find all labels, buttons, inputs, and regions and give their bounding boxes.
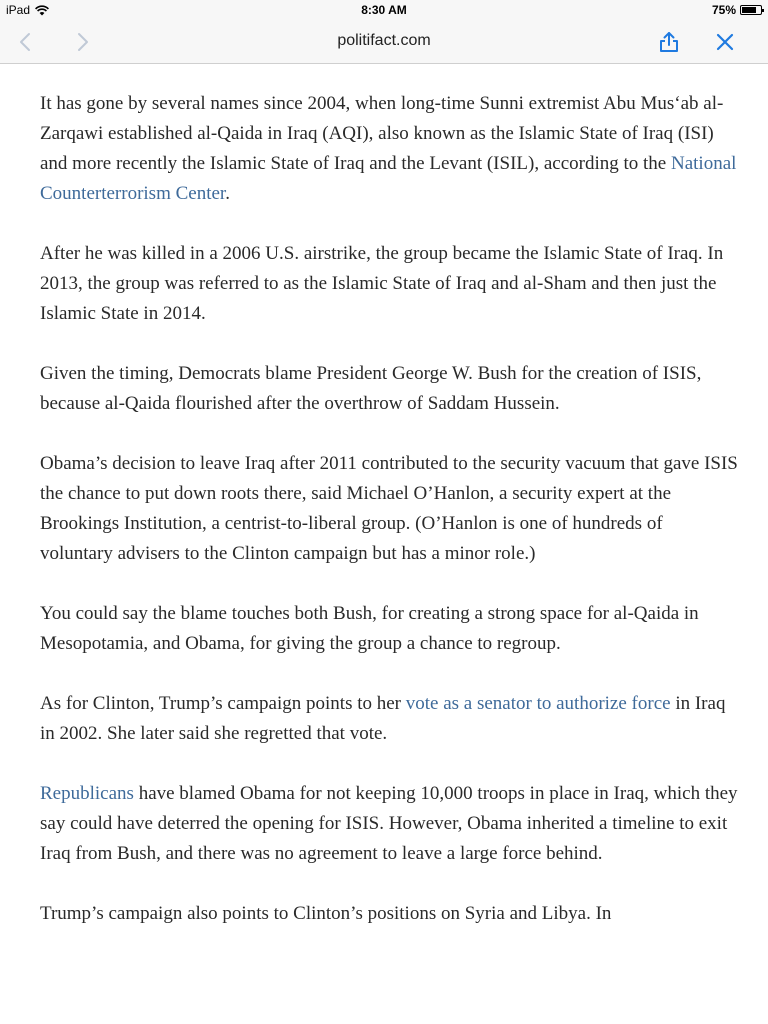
article-paragraph: You could say the blame touches both Bush, for creating a strong space for al-Qaida in Mesopotamia, and Obama, for giving the group a chance to regroup.	[40, 603, 699, 654]
article-paragraph: Trump’s campaign also points to Clinton’s positions on Syria and Libya. In	[40, 903, 612, 924]
close-icon	[715, 32, 735, 52]
article-paragraph: After he was killed in a 2006 U.S. airstrike, the group became the Islamic State of Iraq. In 2013, the group was referred to as the Islamic State of Iraq and al-Sham and then just the Islamic State in 2014.	[40, 243, 724, 324]
url-label[interactable]: politifact.com	[337, 32, 431, 49]
link-national-counterterrorism-center[interactable]: National Counterterrorism Center	[40, 153, 737, 204]
article-paragraph: Republicans have blamed Obama for not keeping 10,000 troops in place in Iraq, which they say could have deterred the opening for ISIS. However, Obama inherited a timeline to exit Iraq from Bush, and there was no agreement to leave a large force behind.	[40, 783, 738, 864]
device-label: iPad	[6, 3, 31, 17]
share-button[interactable]	[656, 29, 682, 55]
article-paragraph: Obama’s decision to leave Iraq after 2011 contributed to the security vacuum that gave ISIS the chance to put down roots there, said Michael O’Hanlon, a security expert at the Brookings Institution, a centrist-to-liberal group. (O’Hanlon is one of hundreds of voluntary advisers to the Clinton campaign but has a minor role.)	[40, 453, 738, 564]
link-vote-authorize-force[interactable]: vote as a senator to authorize force	[405, 693, 671, 714]
link-republicans[interactable]: Republicans	[40, 783, 134, 804]
status-bar	[0, 0, 768, 20]
status-right	[712, 3, 762, 17]
browser-toolbar	[0, 20, 768, 64]
battery-icon	[740, 5, 762, 15]
article-paragraph: As for Clinton, Trump’s campaign points to her vote as a senator to authorize force in Iraq in 2002. She later said she regretted that vote.	[40, 693, 726, 744]
share-icon	[658, 30, 680, 54]
article-paragraph: It has gone by several names since 2004, when long-time Sunni extremist Abu Mus‘ab al-Zarqawi established al-Qaida in Iraq (AQI), also known as the Islamic State of Iraq (ISI) and more recently the Islamic State of Iraq and the Levant (ISIL), according to the National Counterterrorism Center.	[40, 93, 737, 204]
status-time: 8:30 AM	[361, 3, 407, 17]
battery-percent: 75%	[711, 3, 736, 17]
article-paragraph: Given the timing, Democrats blame President George W. Bush for the creation of ISIS, because al-Qaida flourished after the overthrow of Saddam Hussein.	[40, 363, 702, 414]
article-body	[40, 89, 740, 959]
close-button[interactable]	[712, 29, 738, 55]
